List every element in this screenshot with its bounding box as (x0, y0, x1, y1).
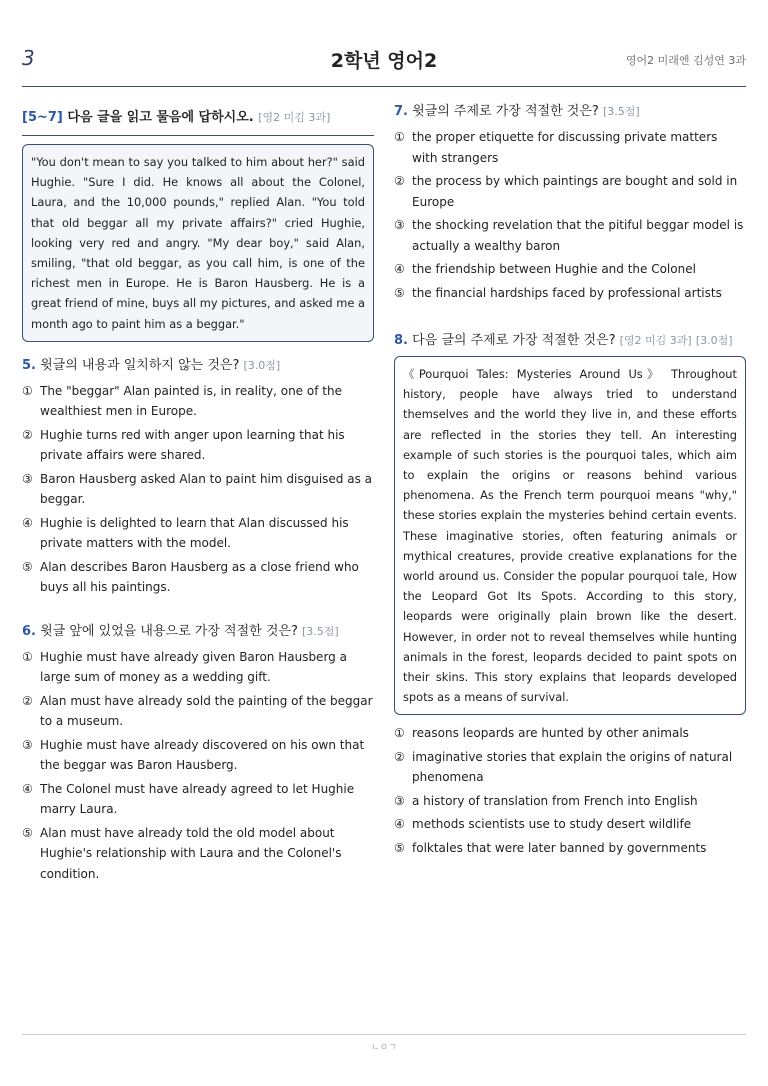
option-1[interactable]: ① Hughie must have already given Baron Hausberg a large sum of money as a wedding gift. (22, 649, 347, 685)
page-header (22, 44, 746, 87)
section-range: [5~7] (22, 110, 63, 125)
footer-divider (22, 1034, 746, 1035)
question-7-stem (394, 100, 746, 119)
question-8-stem (394, 329, 746, 348)
question-text: 윗글 앞에 있었을 내용으로 가장 적절한 것은? (40, 623, 298, 639)
option-5[interactable]: ⑤ Alan must have already told the old model about Hughie's relationship with Laura and the Colonel's condition. (22, 825, 342, 881)
passage-pourquoi: 《Pourquoi Tales: Mysteries Around Us》 Throughout history, people have always tried to understand themselves and the world they live in, and these efforts are reflected in the stories they tell. An interesting example of such stories is the pourquoi tales, which aim to explain the origins or reasons behind various phenomena. As the French term pourquoi means "why," these stories explain the mysteries behind certain events. These imaginative stories, often featuring animals or mythical creatures, provide creative explanations for the world around us. Consider the popular pourquoi tale, How the Leopard Got Its Spots. According to this story, leopards were originally plain brown like the desert. However, in order not to reveal themselves while hunting animals in the forest, leopards decided to paint spots on their skins. This story explains that leopards developed spots as a means of survival. (394, 356, 746, 715)
section-source: [영2 미김 3과] (258, 111, 331, 124)
question-number: 7. (394, 104, 408, 119)
option-2[interactable]: ② the process by which paintings are bought and sold in Europe (394, 174, 738, 209)
option-4[interactable]: ④ The Colonel must have already agreed to let Hughie marry Laura. (22, 781, 355, 817)
page-number: 3 (22, 46, 35, 70)
option-2[interactable]: ② Hughie turns red with anger upon learning that his private affairs were shared. (22, 427, 345, 463)
section-instruction-text: 다음 글을 읽고 물음에 답하시오. (67, 110, 254, 125)
exam-title: 2학년 영어2 (330, 50, 438, 72)
question-7 (394, 100, 746, 303)
question-points: [3.5점] (602, 105, 640, 118)
question-points: [3.0점] (243, 358, 281, 372)
option-5[interactable]: ⑤ the financial hardships faced by professional artists (394, 285, 722, 300)
option-4[interactable]: ④ methods scientists use to study desert wildlife (394, 817, 692, 832)
option-1[interactable]: ① The "beggar" Alan painted is, in reality, one of the wealthiest men in Europe. (22, 383, 342, 419)
question-source: [영2 미김 3과] (619, 334, 692, 347)
question-number: 6. (22, 623, 36, 639)
question-number: 5. (22, 357, 36, 373)
section-instruction (22, 106, 374, 136)
option-4[interactable]: ④ Hughie is delighted to learn that Alan discussed his private matters with the model. (22, 515, 349, 551)
option-1[interactable]: ① the proper etiquette for discussing private matters with strangers (394, 130, 718, 165)
question-text: 윗글의 주제로 가장 적절한 것은? (412, 104, 599, 119)
question-number: 8. (394, 333, 408, 348)
exam-subject: 영어2 미래엔 김성연 3과 (625, 54, 746, 67)
question-points: [3.5점] (302, 624, 339, 638)
option-4[interactable]: ④ the friendship between Hughie and the Colonel (394, 262, 696, 276)
question-text: 다음 글의 주제로 가장 적절한 것은? (412, 333, 616, 348)
option-2[interactable]: ② imaginative stories that explain the origins of natural phenomena (394, 749, 733, 785)
question-6-stem (22, 620, 374, 639)
option-3[interactable]: ③ Baron Hausberg asked Alan to paint him disguised as a beggar. (22, 471, 372, 507)
page-footer: ㄴㅇㄱ (370, 1043, 398, 1053)
passage-hughie: "You don't mean to say you talked to him about her?" said Hughie. "Sure I did. He knows all about the Colonel, Laura, and the 10,000 pounds," replied Alan. "You told that old beggar all my private affairs?" cried Hughie, looking very red and angry. "My dear boy," said Alan, smiling, "that old beggar, as you call him, is one of the richest men in Europe. He is Baron Hausberg. He is a great friend of mine, buys all my pictures, and asked me a month ago to paint him as a beggar." (22, 144, 374, 342)
question-6 (22, 620, 374, 885)
option-5[interactable]: ⑤ Alan describes Baron Hausberg as a close friend who buys all his paintings. (22, 559, 359, 595)
option-2[interactable]: ② Alan must have already sold the painting of the beggar to a museum. (22, 693, 373, 729)
option-3[interactable]: ③ the shocking revelation that the pitiful beggar model is actually a wealthy baron (394, 218, 744, 253)
question-5 (22, 354, 374, 598)
question-8 (394, 329, 746, 858)
question-5-stem (22, 354, 374, 373)
option-3[interactable]: ③ Hughie must have already discovered on his own that the beggar was Baron Hausberg. (22, 737, 365, 773)
right-column (394, 100, 746, 861)
question-text: 윗글의 내용과 일치하지 않는 것은? (40, 357, 240, 373)
option-3[interactable]: ③ a history of translation from French into English (394, 793, 698, 808)
option-5[interactable]: ⑤ folktales that were later banned by governments (394, 840, 707, 855)
option-1[interactable]: ① reasons leopards are hunted by other animals (394, 726, 689, 741)
question-points: [3.0점] (695, 334, 733, 347)
left-column (22, 100, 374, 887)
